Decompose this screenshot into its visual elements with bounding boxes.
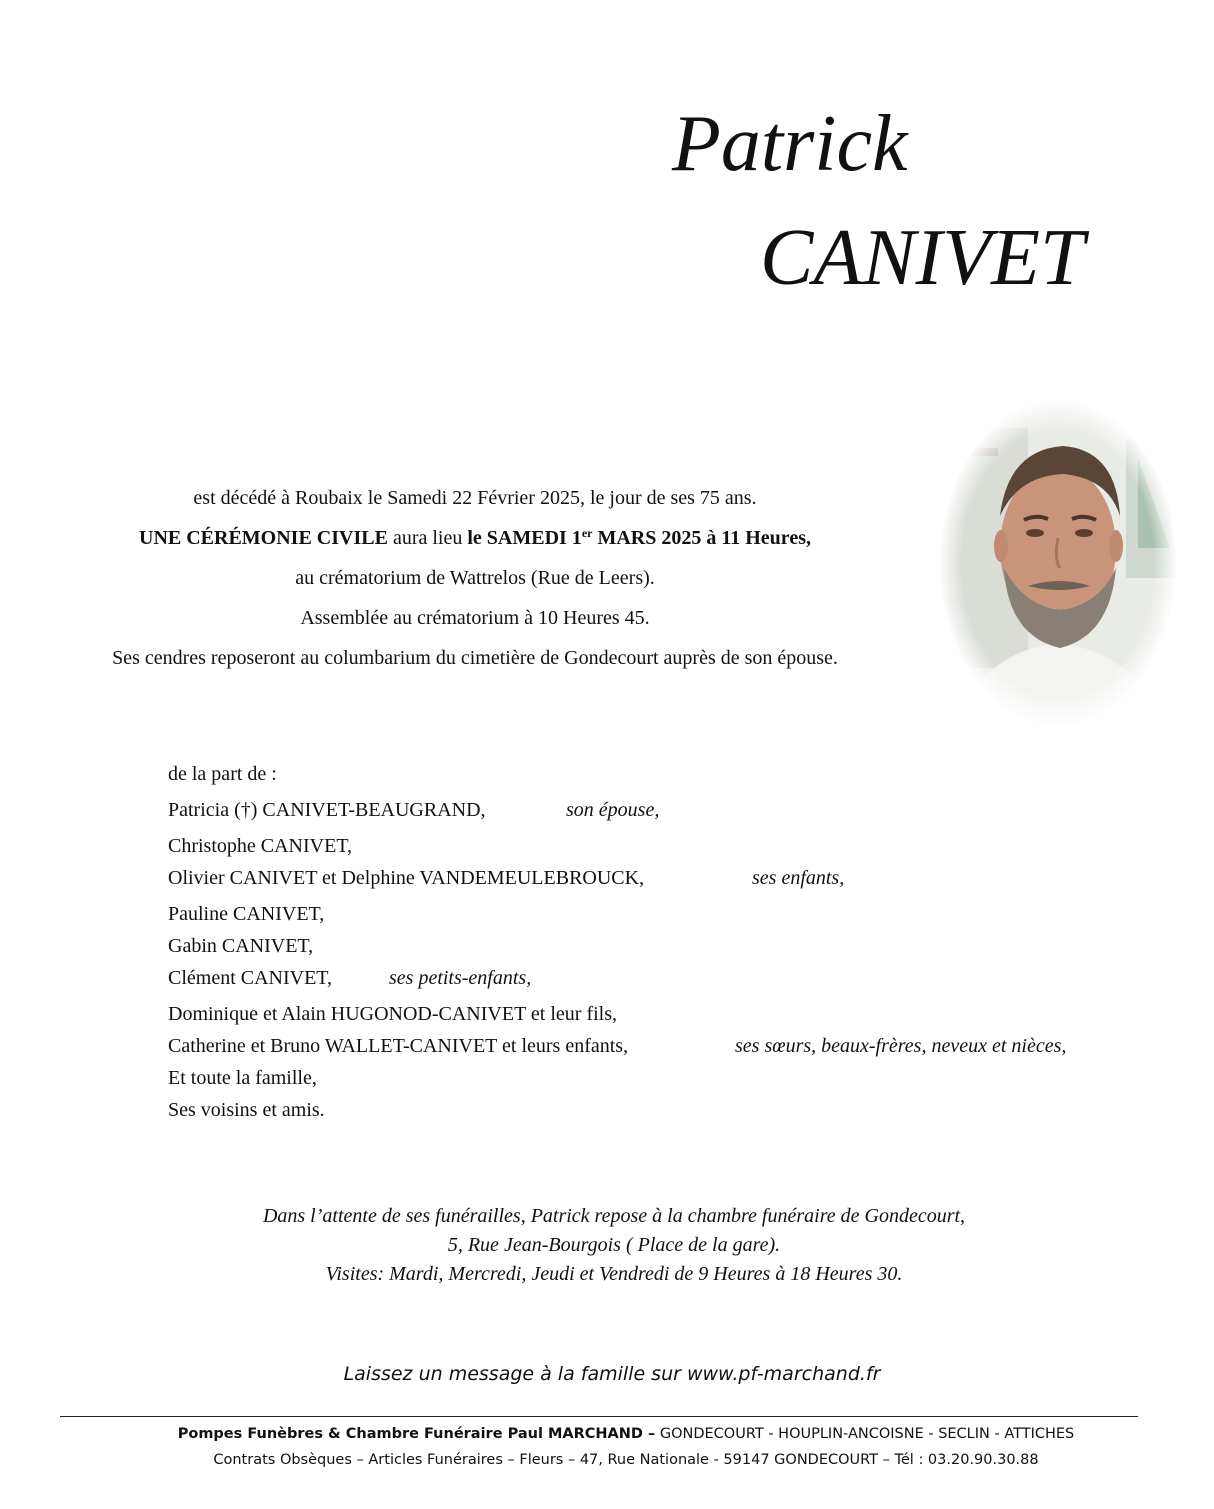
visiting-hours: Visites: Mardi, Mercredi, Jeudi et Vendredi de 9 Heures à 18 Heures 30. [325, 1263, 903, 1285]
family-intro: de la part de : [168, 763, 277, 785]
ceremony-notice [40, 518, 910, 558]
crematorium-location: au crématorium de Wattrelos (Rue de Leers). [295, 567, 655, 589]
last-name: CANIVET [760, 214, 1085, 302]
child-name: Olivier CANIVET et Delphine VANDEMEULEBROUCK, [168, 867, 645, 889]
grandchild-name: Pauline CANIVET, [168, 903, 325, 925]
footer-divider [60, 1416, 1138, 1417]
family-all: Et toute la famille, [168, 1067, 317, 1089]
family-list [168, 758, 1208, 1126]
sibling-name: Catherine et Bruno WALLET-CANIVET et leurs enfants, [168, 1035, 629, 1057]
ashes-notice: Ses cendres reposeront au columbarium du cimetière de Gondecourt auprès de son épouse. [112, 647, 838, 669]
ceremony-type: UNE CÉRÉMONIE CIVILE [139, 527, 388, 549]
family-grandchildren-row [168, 962, 1208, 994]
child-name: Christophe CANIVET, [168, 835, 353, 857]
death-notice: est décédé à Roubaix le Samedi 22 Février 2025, le jour de ses 75 ans. [193, 487, 757, 509]
footer-locations: GONDECOURT - HOUPLIN-ANCOISNE - SECLIN - ATTICHES [655, 1426, 1075, 1442]
family-children-row [168, 862, 1208, 894]
neighbors: Ses voisins et amis. [168, 1099, 325, 1121]
grandchild-name: Gabin CANIVET, [168, 935, 314, 957]
footer-company [0, 1426, 1214, 1442]
grandchildren-role: ses petits-enfants, [389, 967, 532, 989]
message-invite: Laissez un message à la famille sur www.pf-marchand.fr [343, 1363, 881, 1385]
ceremony-date-b: MARS 2025 à 11 Heures, [592, 527, 811, 549]
portrait-photo [938, 398, 1178, 728]
children-role: ses enfants, [752, 867, 845, 889]
sibling-name: Dominique et Alain HUGONOD-CANIVET et leur fils, [168, 1003, 618, 1025]
funeral-home-info [0, 1202, 1214, 1289]
spouse-role: son épouse, [566, 799, 660, 821]
family-siblings-row [168, 1030, 1208, 1062]
first-name: Patrick [672, 100, 908, 188]
siblings-role: ses sœurs, beaux-frères, neveux et nièces, [735, 1035, 1067, 1057]
footer-company-name: Pompes Funèbres & Chambre Funéraire Paul MARCHAND – [177, 1426, 656, 1442]
ceremony-date-a: le SAMEDI 1 [467, 527, 582, 549]
assembly-time: Assemblée au crématorium à 10 Heures 45. [300, 607, 650, 629]
footer-contact: Contrats Obsèques – Articles Funéraires – Fleurs – 47, Rue Nationale - 59147 GONDECOURT – Tél : 03.20.90.30.88 [213, 1452, 1039, 1468]
family-spouse-row [168, 794, 1208, 826]
funeral-home-address: 5, Rue Jean-Bourgois ( Place de la gare). [447, 1234, 781, 1256]
ceremony-date-sup: er [581, 526, 593, 540]
announcement-block [40, 478, 910, 678]
grandchild-name: Clément CANIVET, [168, 967, 333, 989]
funeral-home-line: Dans l’attente de ses funérailles, Patrick repose à la chambre funéraire de Gondecourt, [262, 1205, 966, 1227]
ceremony-connector: aura lieu [387, 527, 468, 549]
spouse-name: Patricia (†) CANIVET-BEAUGRAND, [168, 799, 486, 821]
